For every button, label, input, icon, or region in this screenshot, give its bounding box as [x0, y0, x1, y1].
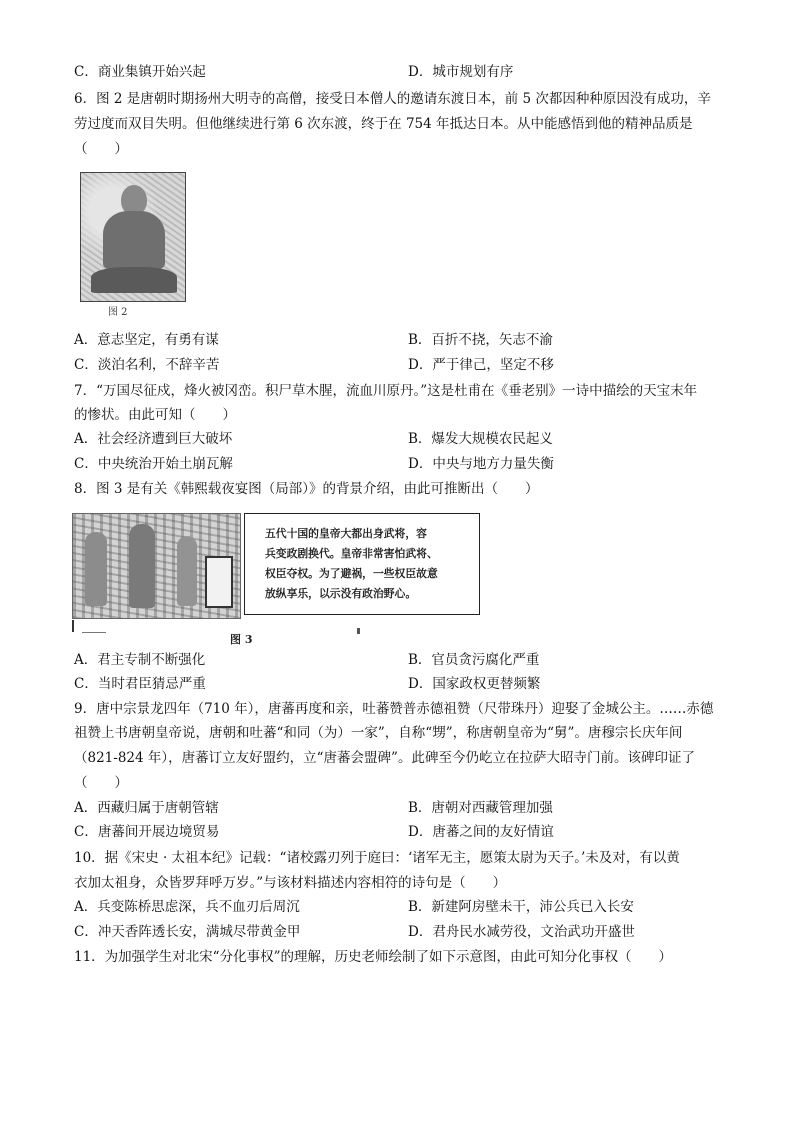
q9-option-a: A．西藏归属于唐朝管辖 [74, 800, 219, 816]
q10-option-d: D．君舟民水减劳役，文治武功开盛世 [408, 924, 635, 940]
scan-mark [357, 628, 360, 634]
figure-3-text-line: 五代十国的皇帝大都出身武将，容 [265, 527, 427, 540]
figure-3-background-text-box [244, 513, 480, 615]
q9-stem-line-4: （ ） [74, 775, 128, 791]
q7-option-a: A．社会经济遭到巨大破坏 [74, 431, 233, 447]
q7-stem-line-1: 7．“万国尽征戍，烽火被冈峦。积尸草木腥，流血川原丹。”这是杜甫在《垂老别》一诗中描绘的天宝末年 [74, 383, 698, 399]
q6-stem-line-1: 6．图 2 是唐朝时期扬州大明寺的高僧，接受日本僧人的邀请东渡日本，前 5 次都因种种原因没有成功，辛 [74, 91, 711, 107]
q7-option-c: C．中央统治开始土崩瓦解 [74, 456, 233, 472]
q7-stem-line-2: 的惨状。由此可知（ ） [74, 407, 236, 423]
q10-option-c: C．冲天香阵透长安，满城尽带黄金甲 [74, 924, 301, 940]
figure-2-caption: 图 2 [108, 307, 128, 318]
q10-stem-line-1: 10．据《宋史 · 太祖本纪》记载：“诸校露刃列于庭曰：‘诸军无主，愿策太尉为天子。’未及对，有以黄 [74, 850, 680, 866]
q8-option-d: D．国家政权更替频繁 [408, 676, 541, 692]
q11-stem-line-1: 11．为加强学生对北宋“分化事权”的理解，历史老师绘制了如下示意图，由此可知分化事权（ ） [74, 949, 672, 965]
q7-option-d: D．中央与地方力量失衡 [408, 456, 554, 472]
q9-stem-line-3: （821-824 年），唐蕃订立友好盟约，立“唐蕃会盟碑”。此碑至今仍屹立在拉萨大昭寺门前。该碑印证了 [74, 750, 695, 766]
q6-option-c: C．淡泊名利，不辞辛苦 [74, 357, 220, 373]
q7-option-b: B．爆发大规模农民起义 [408, 431, 553, 447]
figure-3-text-line: 兵变政剧换代。皇帝非常害怕武将、 [265, 547, 438, 560]
q8-option-a: A．君主专制不断强化 [74, 652, 206, 668]
scan-mark [82, 632, 106, 633]
q10-option-a: A．兵变陈桥思虑深，兵不血刃后周沉 [74, 899, 300, 915]
q8-option-b: B．官员贪污腐化严重 [408, 652, 540, 668]
q9-option-c: C．唐蕃间开展边境贸易 [74, 824, 220, 840]
q6-stem-line-3: （ ） [74, 141, 128, 157]
q9-stem-line-2: 祖赞上书唐朝皇帝说，唐朝和吐蕃“和同（为）一家”，自称“甥”，称唐朝皇帝为“舅”。唐穆宗长庆年间 [74, 725, 683, 741]
q10-option-b: B．新建阿房壁未干，沛公兵已入长安 [408, 899, 634, 915]
figure-3-painting-image [72, 513, 241, 619]
q5-option-d: D．城市规划有序 [408, 64, 514, 80]
q10-stem-line-2: 衣加太祖身，众皆罗拜呼万岁。”与该材料描述内容相符的诗句是（ ） [74, 875, 507, 891]
figure-3-caption: 图 3 [230, 633, 253, 646]
q6-option-a: A．意志坚定，有勇有谋 [74, 332, 219, 348]
figure-3-text-line: 权臣夺权。为了避祸，一些权臣故意 [265, 567, 438, 580]
q8-option-c: C．当时君臣猜忌严重 [74, 676, 206, 692]
figure-2-monk-statue-image [80, 172, 186, 302]
q6-option-b: B．百折不挠，矢志不渝 [408, 332, 553, 348]
q9-option-d: D．唐蕃之间的友好情谊 [408, 824, 554, 840]
q8-stem-line-1: 8．图 3 是有关《韩熙载夜宴图（局部）》的背景介绍，由此可推断出（ ） [74, 481, 539, 497]
figure-3-text-line: 放纵享乐，以示没有政治野心。 [265, 587, 417, 600]
q9-stem-line-1: 9．唐中宗景龙四年（710 年），唐蕃再度和亲，吐蕃赞普赤德祖赞（尺带珠丹）迎娶了金城公主。……赤德 [74, 701, 714, 717]
scan-mark [72, 620, 74, 632]
q5-option-c: C．商业集镇开始兴起 [74, 64, 206, 80]
q6-option-d: D．严于律己，坚定不移 [408, 357, 554, 373]
q9-option-b: B．唐朝对西藏管理加强 [408, 800, 553, 816]
q6-stem-line-2: 劳过度而双目失明。但他继续进行第 6 次东渡，终于在 754 年抵达日本。从中能感悟到他的精神品质是 [74, 116, 693, 132]
